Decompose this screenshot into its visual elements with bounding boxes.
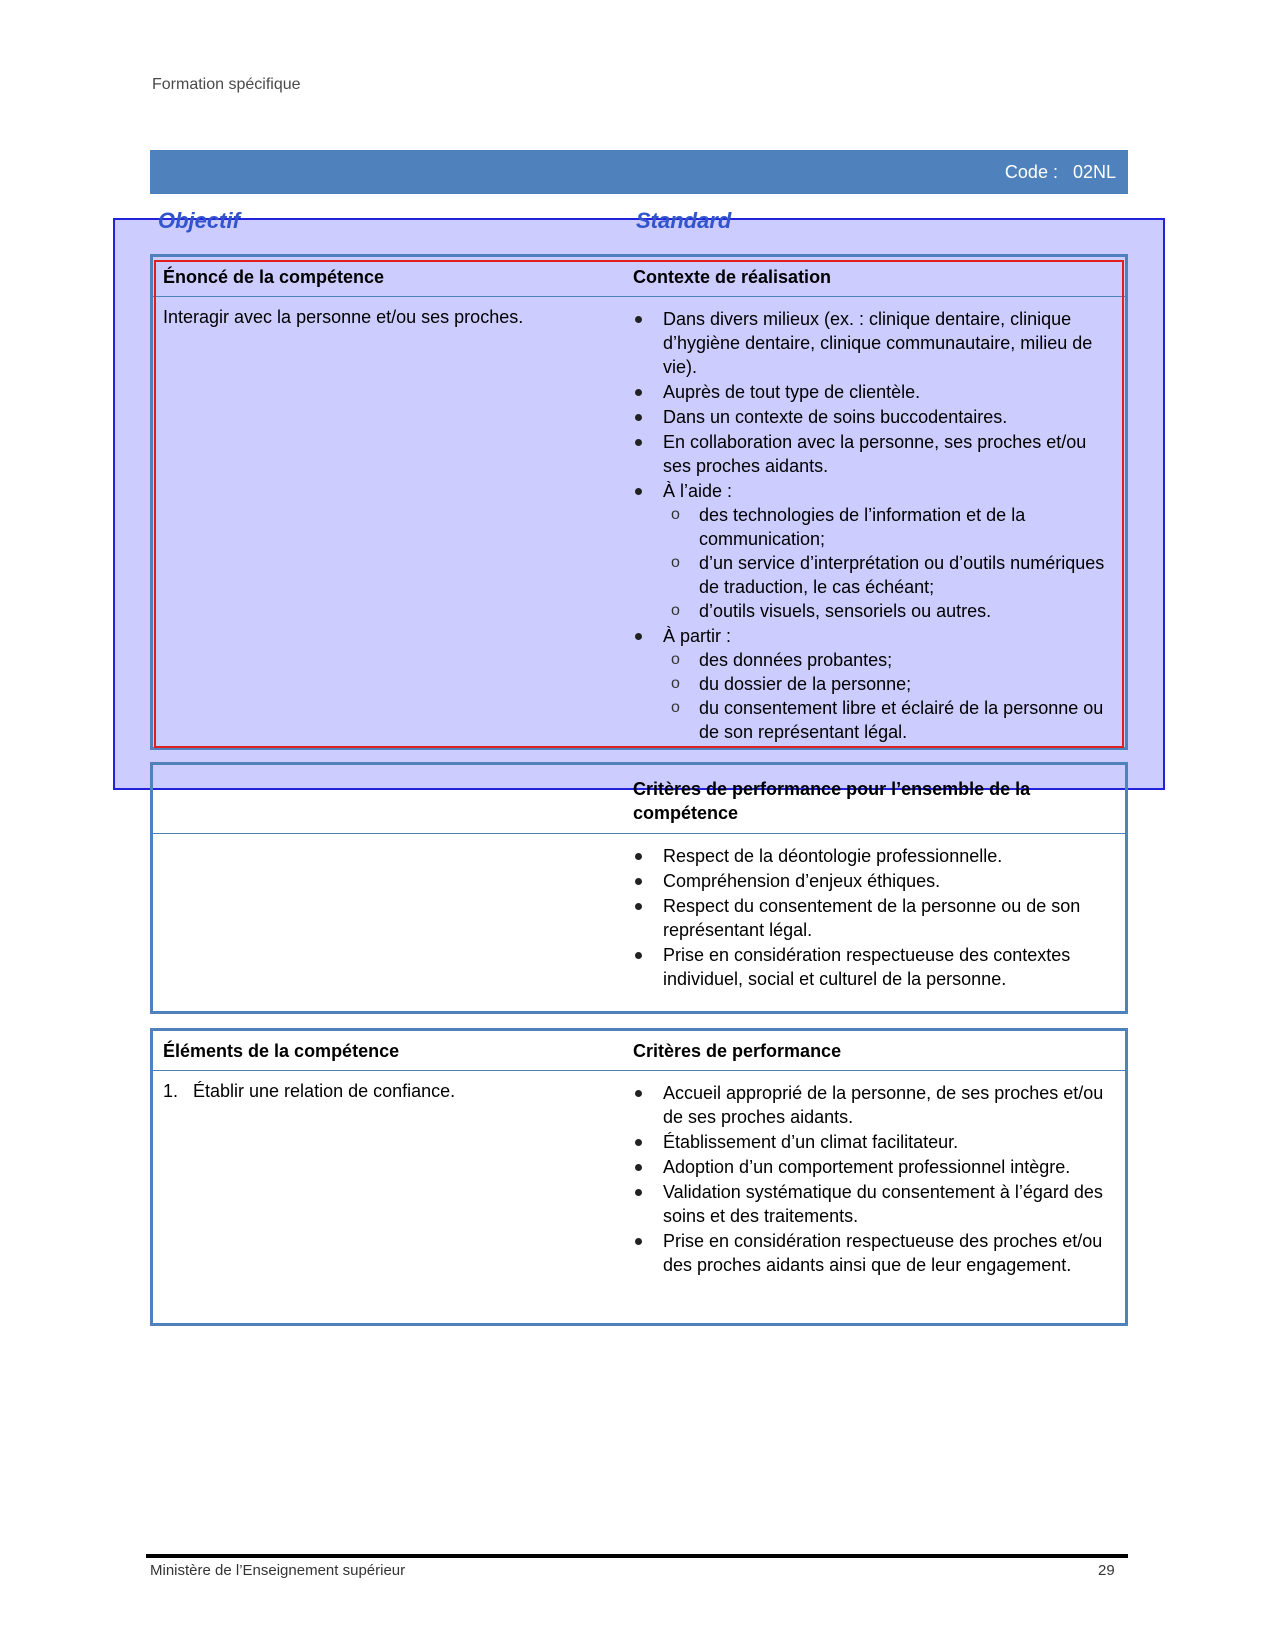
global-criteria-list	[633, 844, 1117, 991]
list-item-text: À l’aide :	[663, 481, 733, 501]
objectif-heading: Objectif	[158, 208, 240, 233]
global-criterion	[633, 844, 1117, 868]
list-item-text: En collaboration avec la personne, ses proches et/ou ses proches aidants.	[663, 432, 1087, 476]
global-criteria-table	[150, 762, 1128, 1014]
global-criteria-title: Critères de performance pour l’ensemble de la compétence	[633, 779, 1031, 823]
performance-criterion	[633, 1180, 1117, 1228]
performance-criterion	[633, 1155, 1117, 1179]
contexte-header: Contexte de réalisation	[633, 267, 832, 287]
list-item-text: Prise en considération respectueuse des proches et/ou des proches aidants ainsi que de leur engagement.	[663, 1231, 1103, 1275]
competence-statement: Interagir avec la personne et/ou ses proches.	[163, 307, 524, 327]
bullet-icon	[635, 853, 642, 860]
circle-bullet-icon: o	[671, 675, 680, 692]
list-item-text: Respect du consentement de la personne ou de son représentant légal.	[663, 896, 1081, 940]
circle-bullet-icon: o	[671, 602, 680, 619]
bullet-icon	[635, 952, 642, 959]
footer-ministry: Ministère de l’Enseignement supérieur	[150, 1562, 406, 1579]
element-1	[153, 1081, 633, 1278]
code-bar	[150, 150, 1128, 194]
element-text: Établir une relation de confiance.	[193, 1081, 456, 1101]
bullet-icon	[635, 1189, 642, 1196]
list-item-text: Établissement d’un climat facilitateur.	[663, 1132, 959, 1152]
list-item-text: Adoption d’un comportement professionnel intègre.	[663, 1157, 1071, 1177]
list-item-text: Accueil approprié de la personne, de ses proches et/ou de ses proches aidants.	[663, 1083, 1104, 1127]
list-item-text: Dans un contexte de soins buccodentaires.	[663, 407, 1008, 427]
list-item-text: Respect de la déontologie professionnelle.	[663, 846, 1003, 866]
global-criterion	[633, 943, 1117, 991]
circle-bullet-icon: o	[671, 699, 680, 716]
code-label: Code : 02NL	[1004, 162, 1116, 182]
page-number: 29	[1098, 1562, 1115, 1579]
elements-header: Éléments de la compétence	[163, 1041, 400, 1061]
bullet-icon	[635, 1139, 642, 1146]
highlight-frame	[154, 260, 1124, 748]
list-item-text: À partir :	[663, 626, 732, 646]
circle-bullet-icon: o	[671, 651, 680, 668]
list-subitem-text: d’outils visuels, sensoriels ou autres.	[699, 601, 992, 621]
enonce-header: Énoncé de la compétence	[163, 267, 385, 287]
performance-criterion	[633, 1081, 1117, 1129]
list-item-text: Validation systématique du consentement à l’égard des soins et des traitements.	[663, 1182, 1103, 1226]
global-criterion	[633, 894, 1117, 942]
global-criteria-body	[153, 834, 1125, 998]
bullet-icon	[635, 1238, 642, 1245]
global-criterion	[633, 869, 1117, 893]
list-subitem-text: du consentement libre et éclairé de la personne ou de son représentant légal.	[699, 698, 1104, 742]
list-subitem-text: du dossier de la personne;	[699, 674, 912, 694]
performance-criterion	[633, 1130, 1117, 1154]
list-subitem-text: des technologies de l’information et de la communication;	[699, 505, 1026, 549]
elements-table-header	[153, 1031, 1125, 1071]
elements-table	[150, 1028, 1128, 1326]
element-number: 1.	[163, 1081, 179, 1101]
global-criteria-header	[153, 765, 1125, 834]
criteres-list	[633, 1081, 1117, 1277]
circle-bullet-icon: o	[671, 506, 680, 523]
standard-heading: Standard	[636, 208, 732, 233]
bullet-icon	[635, 1090, 642, 1097]
elements-table-body	[153, 1071, 1125, 1284]
circle-bullet-icon: o	[671, 554, 680, 571]
list-subitem-text: d’un service d’interprétation ou d’outils numériques de traduction, le cas échéant;	[699, 553, 1105, 597]
list-item-text: Prise en considération respectueuse des contextes individuel, social et culturel de la personne.	[663, 945, 1071, 989]
page-header: Formation spécifique	[152, 76, 301, 93]
list-subitem-text: des données probantes;	[699, 650, 893, 670]
bullet-icon	[635, 903, 642, 910]
criteres-header: Critères de performance	[633, 1041, 842, 1061]
footer-rule	[146, 1554, 1128, 1558]
list-item-text: Auprès de tout type de clientèle.	[663, 382, 921, 402]
bullet-icon	[635, 878, 642, 885]
performance-criterion	[633, 1229, 1117, 1277]
bullet-icon	[635, 1164, 642, 1171]
list-item-text: Dans divers milieux (ex. : clinique dentaire, clinique d’hygiène dentaire, clinique communautaire, milieu de vie).	[663, 309, 1093, 377]
list-item-text: Compréhension d’enjeux éthiques.	[663, 871, 941, 891]
